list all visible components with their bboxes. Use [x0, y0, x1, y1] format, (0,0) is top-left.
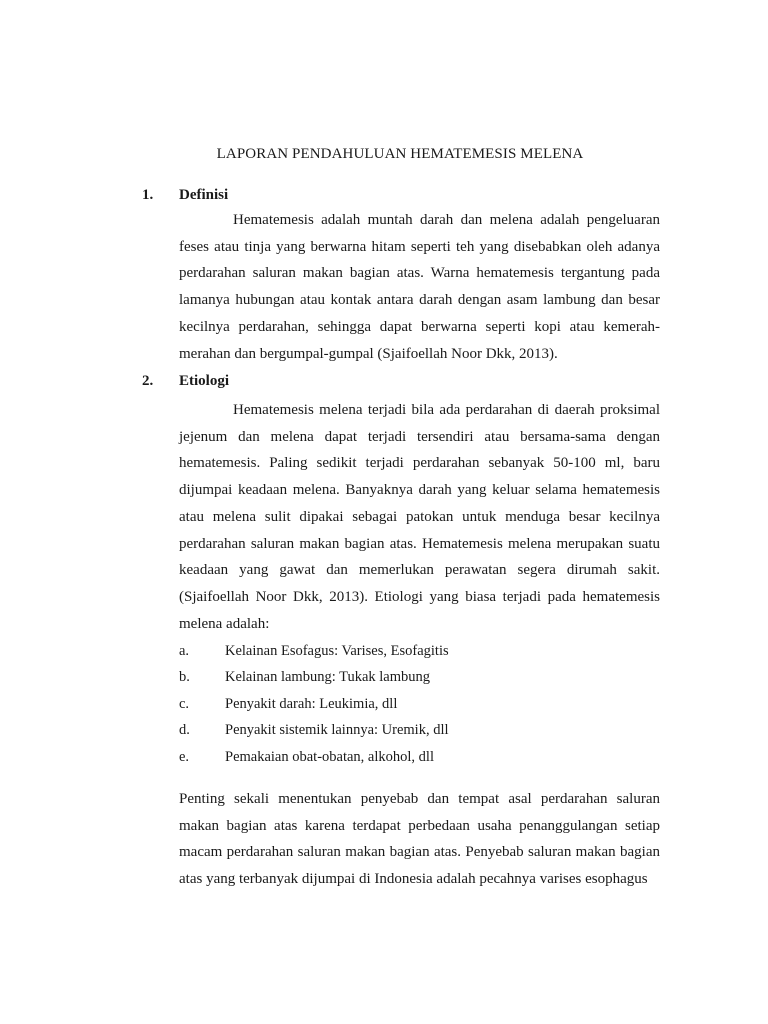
- list-letter: b.: [179, 669, 190, 685]
- list-text: Pemakaian obat-obatan, alkohol, dll: [225, 749, 434, 765]
- list-text: Kelainan Esofagus: Varises, Esofagitis: [225, 643, 449, 659]
- section-number: 2.: [142, 373, 154, 389]
- definisi-paragraph: Hematemesis adalah muntah darah dan melena adalah pengeluaran feses atau tinja yang berwarna hitam seperti teh yang disebabkan oleh adanya perdarahan saluran makan bagian atas. Warna hematemesis tergantung pada lamanya hubungan atau kontak antara darah dengan asam lambung dan besar kecilnya perdarahan, sehingga dapat berwarna seperti kopi atau kemerah-merahan dan bergumpal-gumpal (Sjaifoellah Noor Dkk, 2013).: [179, 212, 660, 362]
- list-letter: d.: [179, 722, 190, 738]
- etiologi-closing-paragraph: Penting sekali menentukan penyebab dan tempat asal perdarahan saluran makan bagian atas karena terdapat perbedaan usaha penanggulangan setiap macam perdarahan saluran makan bagian atas. Penyebab saluran makan bagian atas yang terbanyak dijumpai di Indonesia adalah pecahnya varises esophagus: [179, 791, 660, 888]
- etiologi-paragraph: Hematemesis melena terjadi bila ada perdarahan di daerah proksimal jejenum dan melena dapat terjadi tersendiri atau bersama-sama dengan hematemesis. Paling sedikit terjadi perdarahan sebanyak 50-100 ml, baru dijumpai keadaan melena. Banyaknya darah yang keluar selama hematemesis atau melena sulit dipakai sebagai patokan untuk menduga besar kecilnya perdarahan saluran makan bagian atas. Hematemesis melena merupakan suatu keadaan yang gawat dan memerlukan perawatan segera dirumah sakit. (Sjaifoellah Noor Dkk, 2013). Etiologi yang biasa terjadi pada hematemesis melena adalah:: [179, 402, 660, 632]
- document-title: LAPORAN PENDAHULUAN HEMATEMESIS MELENA: [216, 146, 584, 162]
- list-letter: c.: [179, 696, 190, 712]
- list-letter: e.: [179, 749, 190, 765]
- section-title: Definisi: [179, 187, 229, 203]
- list-text: Penyakit darah: Leukimia, dll: [225, 696, 398, 712]
- section-number: 1.: [142, 187, 154, 203]
- section-title: Etiologi: [179, 373, 230, 389]
- list-text: Kelainan lambung: Tukak lambung: [225, 669, 430, 685]
- list-letter: a.: [179, 643, 190, 659]
- list-text: Penyakit sistemik lainnya: Uremik, dll: [225, 722, 449, 738]
